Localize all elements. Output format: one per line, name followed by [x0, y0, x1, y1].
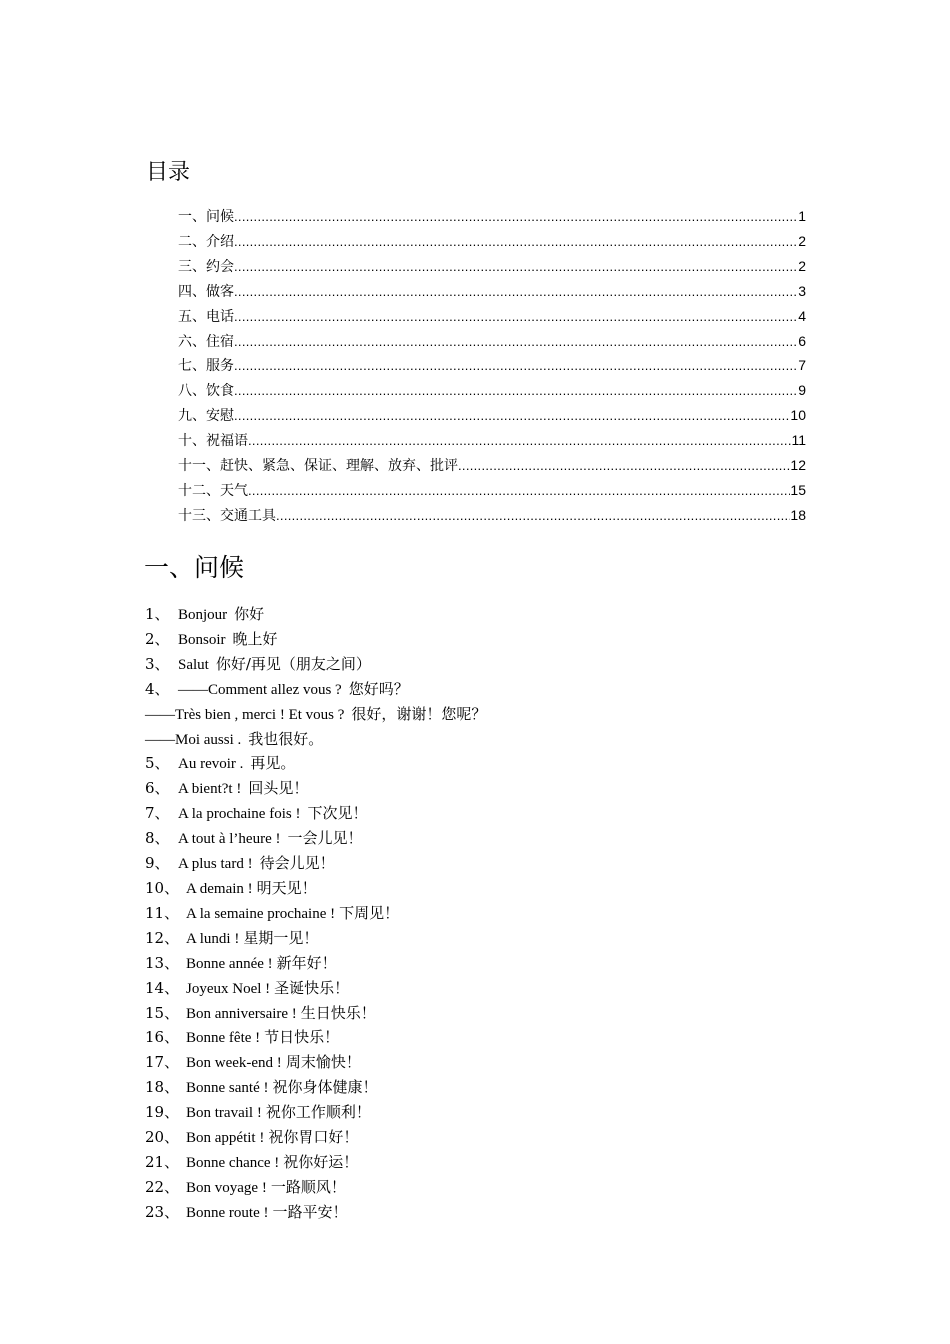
- phrase-french: Bonne chance !: [186, 1154, 280, 1171]
- phrase-number: 22、: [145, 1177, 180, 1196]
- phrase-item: [145, 801, 825, 826]
- phrase-chinese: 一路顺风！: [270, 1177, 346, 1196]
- phrase-item: [145, 1175, 825, 1200]
- phrase-chinese: 星期一见！: [243, 928, 319, 947]
- phrase-item: [145, 776, 825, 801]
- phrase-french: Bonjour: [178, 607, 228, 623]
- phrase-french: Au revoir .: [178, 756, 244, 773]
- toc-leader-dots: [234, 230, 798, 254]
- phrase-chinese: 明天见！: [256, 878, 317, 897]
- toc-entry[interactable]: [178, 428, 806, 453]
- toc-entry-page: 7: [798, 357, 806, 374]
- toc-entry[interactable]: [178, 279, 806, 304]
- phrase-chinese: 祝你工作顺利！: [265, 1103, 371, 1122]
- phrase-number: 23、: [145, 1202, 180, 1221]
- phrase-french: Joyeux Noel !: [186, 980, 271, 997]
- toc-entry-label: 十三、交通工具: [178, 507, 276, 524]
- phrase-item: [145, 627, 825, 652]
- phrase-number: 2、: [145, 629, 170, 648]
- phrase-item: [145, 976, 825, 1001]
- phrase-item: [145, 702, 825, 727]
- phrase-item: [145, 851, 825, 876]
- toc-entry-page: 3: [798, 282, 806, 299]
- phrase-french: Bonne fête !: [186, 1030, 261, 1047]
- phrase-item: [145, 1125, 825, 1150]
- toc-entry[interactable]: [178, 204, 806, 229]
- toc-entry[interactable]: [178, 378, 806, 403]
- toc-leader-dots: [234, 305, 798, 329]
- toc-entry-label: 五、电话: [178, 308, 234, 325]
- toc-entry-page: 1: [798, 208, 806, 224]
- phrase-chinese: 你好/再见（朋友之间）: [215, 654, 371, 673]
- phrase-number: 19、: [145, 1103, 180, 1122]
- phrase-chinese: 待会儿见！: [259, 854, 335, 873]
- phrase-number: 7、: [145, 804, 170, 823]
- toc-entry-label: 十二、天气: [178, 482, 248, 499]
- toc-entry-page: 2: [798, 232, 806, 249]
- phrase-french: Bon anniversaire !: [186, 1005, 297, 1022]
- toc-leader-dots: [248, 429, 791, 453]
- phrase-number: 21、: [145, 1152, 180, 1171]
- toc-leader-dots: [234, 280, 798, 304]
- toc-entry[interactable]: [178, 329, 806, 354]
- toc-title: 目录: [146, 160, 191, 185]
- toc-entry-page: 15: [790, 481, 806, 498]
- phrase-french: Salut: [178, 656, 209, 673]
- phrase-chinese: 下次见！: [307, 804, 368, 823]
- phrase-french: A la semaine prochaine !: [186, 905, 336, 922]
- phrase-list: [145, 602, 825, 1225]
- phrase-chinese: 我也很好。: [248, 729, 324, 748]
- phrase-number: 1、: [145, 605, 170, 623]
- phrase-item: [145, 652, 825, 677]
- phrase-french: Bon week-end !: [186, 1055, 282, 1072]
- phrase-french: A tout à l’heure !: [178, 831, 281, 848]
- phrase-item: [145, 727, 825, 752]
- phrase-french: Bonne année !: [186, 955, 273, 972]
- toc-entry-label: 四、做客: [178, 283, 234, 300]
- phrase-french: ——Comment allez vous ?: [178, 681, 342, 698]
- phrase-chinese: 晚上好: [232, 629, 278, 648]
- toc-entry[interactable]: [178, 304, 806, 329]
- phrase-french: Bonne route !: [186, 1204, 269, 1221]
- phrase-number: 13、: [145, 953, 180, 972]
- phrase-french: A la prochaine fois !: [178, 806, 301, 823]
- phrase-chinese: 再见。: [250, 754, 296, 773]
- phrase-chinese: 一会儿见！: [287, 829, 363, 848]
- toc-entry-page: 18: [790, 506, 806, 523]
- phrase-number: 8、: [145, 829, 170, 848]
- toc-entry-label: 三、约会: [178, 258, 234, 275]
- phrase-chinese: 节日快乐！: [264, 1028, 340, 1047]
- phrase-number: 5、: [145, 754, 170, 773]
- toc-entry[interactable]: [178, 353, 806, 378]
- phrase-item: [145, 876, 825, 901]
- toc-entry[interactable]: [178, 403, 806, 428]
- phrase-item: [145, 1050, 825, 1075]
- phrase-chinese: 生日快乐！: [300, 1003, 376, 1022]
- toc-entry-page: 2: [798, 257, 806, 274]
- toc-entry-page: 10: [790, 407, 806, 424]
- toc-entry[interactable]: [178, 453, 806, 478]
- section-heading: 一、问候: [144, 553, 245, 582]
- phrase-item: [145, 901, 825, 926]
- phrase-item: [145, 1150, 825, 1175]
- toc-entry-page: 9: [798, 382, 806, 399]
- phrase-number: 16、: [145, 1028, 180, 1047]
- phrase-chinese: 回头见！: [248, 779, 309, 798]
- toc-leader-dots: [234, 379, 798, 403]
- toc-leader-dots: [248, 479, 790, 503]
- phrase-number: 6、: [145, 779, 170, 798]
- toc-entry-label: 九、安慰: [178, 408, 234, 425]
- phrase-chinese: 祝你胃口好！: [268, 1128, 359, 1147]
- phrase-chinese: 周末愉快！: [285, 1053, 361, 1072]
- phrase-french: A lundi !: [186, 930, 240, 947]
- phrase-french: Bonne santé !: [186, 1080, 269, 1097]
- toc-entry[interactable]: [178, 254, 806, 279]
- toc-entry-page: 12: [790, 457, 806, 474]
- phrase-number: 4、: [145, 679, 170, 698]
- toc-entry-label: 十一、赶快、紧急、保证、理解、放弃、批评: [178, 458, 458, 475]
- phrase-chinese: 新年好！: [276, 953, 337, 972]
- phrase-french: Bon voyage !: [186, 1179, 267, 1196]
- phrase-item: [145, 1075, 825, 1100]
- phrase-item: [145, 1100, 825, 1125]
- toc-entry[interactable]: [178, 503, 806, 528]
- phrase-item: [145, 1025, 825, 1050]
- phrase-item: [145, 926, 825, 951]
- toc-leader-dots: [234, 404, 790, 428]
- toc-entry-page: 6: [798, 332, 806, 349]
- toc-entry-label: 十、祝福语: [178, 433, 248, 450]
- toc-entry[interactable]: [178, 478, 806, 503]
- toc-leader-dots: [234, 330, 798, 354]
- phrase-french: A demain !: [186, 880, 253, 897]
- phrase-chinese: 很好，谢谢！您呢？: [351, 704, 487, 723]
- phrase-number: 18、: [145, 1078, 180, 1097]
- phrase-item: [145, 1200, 825, 1225]
- phrase-item: [145, 1001, 825, 1026]
- phrase-french: Bon appétit !: [186, 1130, 265, 1147]
- phrase-chinese: 一路平安！: [272, 1202, 348, 1221]
- phrase-chinese: 圣诞快乐！: [274, 978, 350, 997]
- toc-leader-dots: [234, 255, 798, 279]
- phrase-number: 17、: [145, 1053, 180, 1072]
- table-of-contents: [178, 204, 806, 528]
- phrase-french: ——Moi aussi .: [145, 731, 242, 748]
- phrase-chinese: 你好: [234, 605, 265, 623]
- phrase-number: 15、: [145, 1003, 180, 1022]
- phrase-french: Bonsoir: [178, 631, 226, 648]
- toc-leader-dots: [276, 504, 790, 528]
- phrase-number: 20、: [145, 1128, 180, 1147]
- toc-entry-page: 4: [798, 307, 806, 324]
- phrase-item: [145, 826, 825, 851]
- phrase-french: Bon travail !: [186, 1105, 262, 1122]
- toc-entry-label: 八、饮食: [178, 383, 234, 400]
- phrase-number: 12、: [145, 928, 180, 947]
- phrase-chinese: 祝你好运！: [283, 1152, 359, 1171]
- toc-entry-label: 二、介绍: [178, 233, 234, 250]
- toc-leader-dots: [234, 205, 798, 229]
- phrase-chinese: 祝你身体健康！: [272, 1078, 378, 1097]
- phrase-number: 14、: [145, 978, 180, 997]
- phrase-french: A plus tard !: [178, 856, 253, 873]
- phrase-item: [145, 951, 825, 976]
- phrase-number: 3、: [145, 654, 170, 673]
- phrase-number: 11、: [145, 903, 180, 922]
- phrase-item: [145, 751, 825, 776]
- phrase-item: [145, 602, 825, 627]
- toc-leader-dots: [458, 454, 790, 478]
- toc-entry-label: 六、住宿: [178, 333, 234, 350]
- phrase-item: [145, 677, 825, 702]
- toc-entry-label: 一、问候: [178, 209, 234, 225]
- phrase-number: 10、: [145, 878, 180, 897]
- toc-entry[interactable]: [178, 229, 806, 254]
- phrase-french: A bient?t !: [178, 781, 242, 798]
- phrase-chinese: 您好吗？: [348, 679, 409, 698]
- phrase-number: 9、: [145, 854, 170, 873]
- phrase-french: ——Très bien , merci ! Et vous ?: [145, 706, 345, 723]
- toc-leader-dots: [234, 354, 798, 378]
- toc-entry-label: 七、服务: [178, 358, 234, 375]
- phrase-chinese: 下周见！: [339, 903, 400, 922]
- toc-entry-page: 11: [791, 432, 806, 449]
